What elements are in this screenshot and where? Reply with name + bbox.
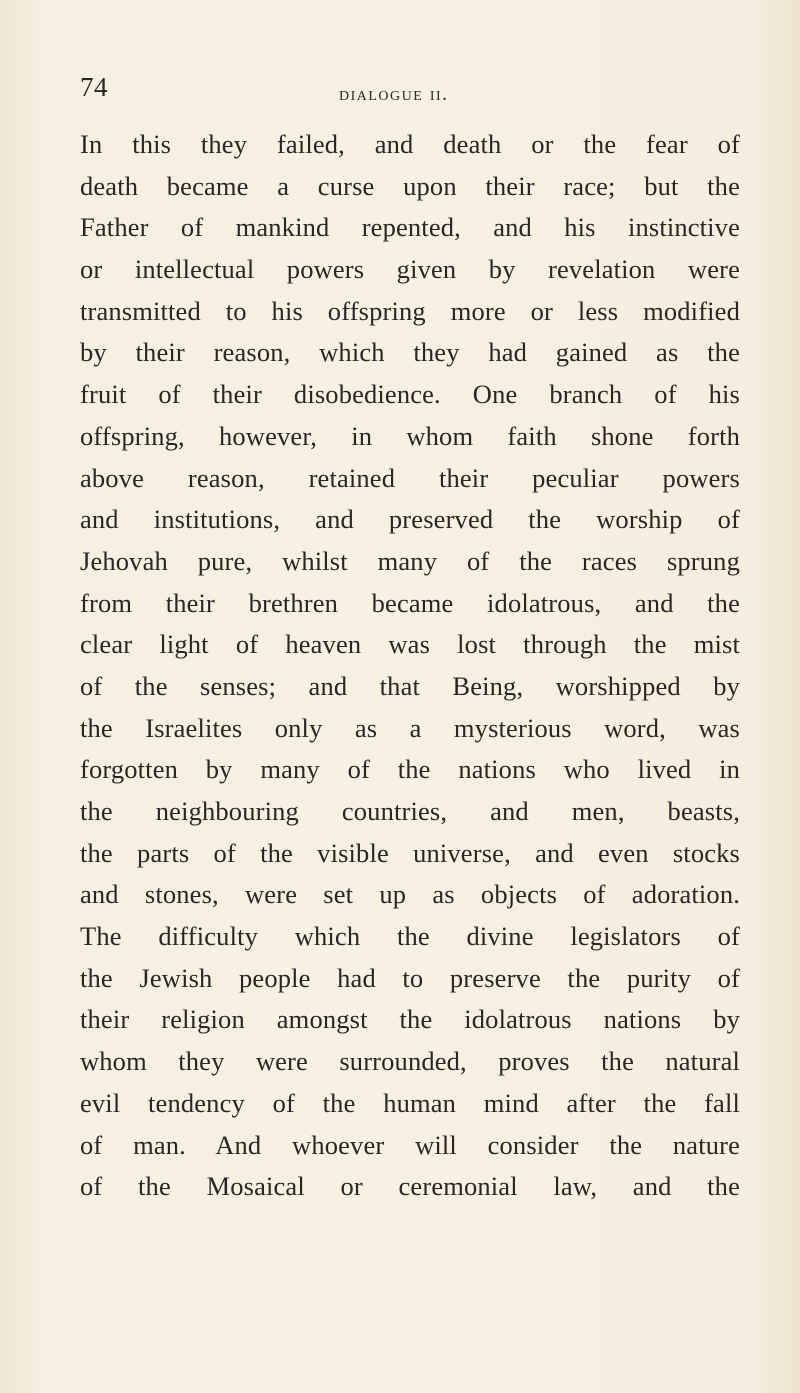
text-line: death became a curse upon their race; but the [80,170,740,201]
text-line: The difficulty which the divine legislators of [80,921,740,952]
text-line: clear light of heaven was lost through the mist [80,629,740,660]
text-line: the parts of the visible universe, and even stocks [80,837,740,868]
text-line: In this they failed, and death or the fear of [80,129,740,159]
page-number: 74 [80,72,108,102]
body-text [80,124,740,1208]
text-line: and stones, were set up as objects of adoration. [80,879,740,910]
text-line: fruit of their disobedience. One branch of his [80,379,740,410]
text-line: their religion amongst the idolatrous nations by [80,1004,740,1035]
text-line: and institutions, and preserved the worship of [80,504,740,535]
text-line: Jehovah pure, whilst many of the races sprung [80,545,740,576]
text-line: by their reason, which they had gained as the [80,337,740,368]
text-line: transmitted to his offspring more or less modified [80,295,740,326]
text-line: the Israelites only as a mysterious word, was [80,712,740,743]
text-line: offspring, however, in whom faith shone forth [80,420,740,451]
running-head: dialogue ii. [339,83,449,105]
text-line: from their brethren became idolatrous, and the [80,587,740,618]
text-line: whom they were surrounded, proves the natural [80,1046,740,1077]
text-line: above reason, retained their peculiar powers [80,462,740,493]
text-line: the neighbouring countries, and men, beasts, [80,796,740,826]
text-line: Father of mankind repented, and his instinctive [80,212,740,243]
text-line: of the senses; and that Being, worshipped by [80,670,740,701]
text-line: evil tendency of the human mind after the fall [80,1087,740,1118]
text-line: the Jewish people had to preserve the purity of [80,962,740,993]
text-line: of man. And whoever will consider the nature [80,1129,740,1160]
text-line: or intellectual powers given by revelation were [80,254,740,285]
text-line: of the Mosaical or ceremonial law, and the [80,1171,740,1202]
text-line: forgotten by many of the nations who lived in [80,754,740,785]
